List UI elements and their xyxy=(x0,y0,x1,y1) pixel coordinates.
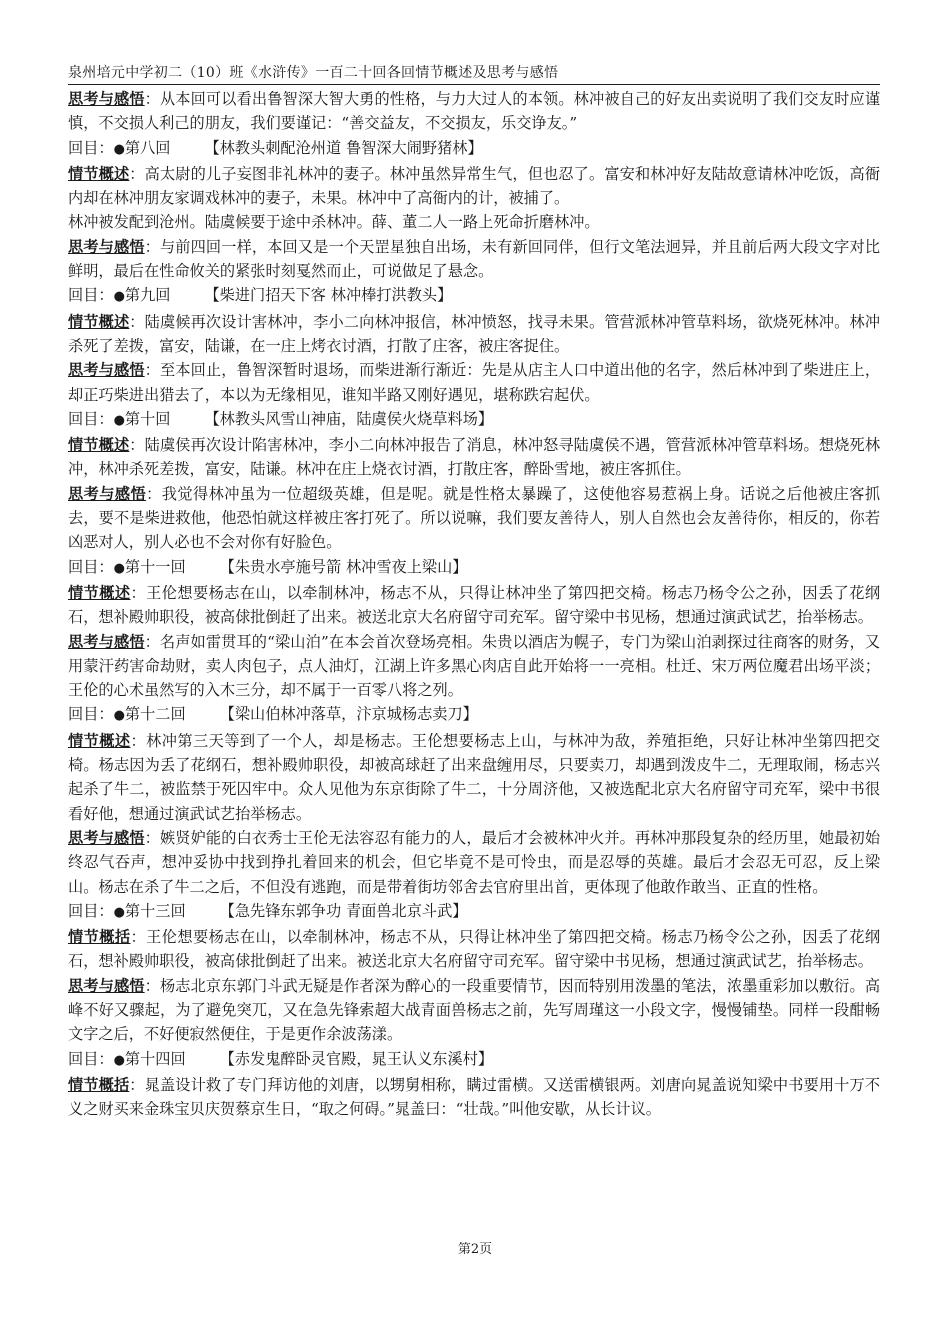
text-paragraph xyxy=(68,162,880,211)
chapter-number: 第十回 xyxy=(124,409,171,428)
section-label: 思考与感悟 xyxy=(68,976,145,995)
text-paragraph xyxy=(68,482,880,555)
chapter-heading xyxy=(68,899,880,925)
chapter-number: 第八回 xyxy=(124,138,171,157)
paragraph-text: 晁盖设计救了专门拜访他的刘唐，以甥舅相称，瞒过雷横。又送雷横银两。刘唐向晁盖说知梁中书要用十万不义之财买来金珠宝贝庆贺蔡京生日，“取之何碍。”晁盖曰：“壮哉。”叫他安歇，从长计议。 xyxy=(68,1075,881,1119)
chapter-prefix: 回目： xyxy=(68,901,114,920)
page-header: 泉州培元中学初二（10）班《水浒传》一百二十回各回情节概述及思考与感悟 xyxy=(68,62,880,85)
section-label: 情节概述 xyxy=(68,164,130,183)
label-colon: ： xyxy=(144,90,160,108)
section-label: 思考与感悟 xyxy=(68,484,147,503)
label-colon: ： xyxy=(144,976,160,995)
text-paragraph xyxy=(68,729,880,826)
bullet-icon: ● xyxy=(113,560,125,576)
text-paragraph xyxy=(68,87,880,136)
label-colon: ： xyxy=(144,632,160,651)
document-body xyxy=(68,87,880,1121)
paragraph-text: 从本回可以看出鲁智深大智大勇的性格，与力大过人的本领。林冲被自己的好友出卖说明了我们交友时应谨慎，不交损人利己的朋友，我们要谨记：“善交益友，不交损友，乐交诤友。” xyxy=(68,90,881,133)
chapter-prefix: 回目： xyxy=(68,409,114,428)
bullet-icon: ● xyxy=(113,412,125,428)
section-label: 情节概述 xyxy=(68,436,130,455)
paragraph-text: 与前四回一样，本回又是一个天罡星独自出场，未有新回同伴，但行文笔法迥异，并且前后两大段文字对比鲜明，最后在性命攸关的紧张时刻戛然而止，可说做足了悬念。 xyxy=(68,237,881,281)
label-colon: ： xyxy=(130,583,147,602)
label-colon: ： xyxy=(144,828,160,847)
chapter-number: 第十一回 xyxy=(124,557,186,576)
label-colon: ： xyxy=(144,237,160,256)
text-paragraph xyxy=(68,630,880,703)
chapter-prefix: 回目： xyxy=(68,1049,114,1068)
label-colon: ： xyxy=(130,928,147,947)
label-colon: ： xyxy=(129,164,145,183)
chapter-title: 【朱贵水亭施号箭 林冲雪夜上梁山】 xyxy=(219,557,468,576)
text-paragraph xyxy=(68,1073,880,1122)
bullet-icon: ● xyxy=(113,141,125,157)
text-paragraph xyxy=(68,433,880,482)
chapter-title: 【梁山伯林冲落草，汴京城杨志卖刀】 xyxy=(219,705,478,724)
text-paragraph xyxy=(68,826,880,899)
bullet-icon: ● xyxy=(113,289,125,305)
chapter-heading xyxy=(68,136,880,162)
chapter-prefix: 回目： xyxy=(68,286,114,305)
text-paragraph xyxy=(68,235,880,284)
paragraph-text: 林冲第三天等到了一个人，却是杨志。王伦想要杨志上山，与林冲为敌，养殖拒绝，只好让林冲坐第四把交椅。杨志因为丢了花纲石，想补殿帅职役，却被高球赶了出来盘缠用尽，只要卖刀，却遇到泼皮牛二，无理取闹，杨志兴起杀了牛二，被监禁于死囚牢中。众人见他为东京街除了牛二，十分周济他，又被选配北京大名府留守司充军，梁中书很看好他，想通过演武试艺抬举杨志。 xyxy=(68,731,881,823)
section-label: 情节概述 xyxy=(68,312,130,331)
label-colon: ： xyxy=(129,1075,145,1094)
chapter-number: 第十三回 xyxy=(124,901,186,920)
chapter-number: 第九回 xyxy=(124,286,171,305)
section-label: 思考与感悟 xyxy=(68,632,145,651)
text-paragraph xyxy=(68,925,880,974)
paragraph-text: 陆虞候再次设计害林冲，李小二向林冲报信，林冲愤怒，找寻未果。管营派林冲管草料场，欲烧死林冲。林冲杀死了差拨，富安，陆谦，在一庄上烤衣讨酒，打散了庄客，被庄客捉住。 xyxy=(68,312,881,355)
chapter-number: 第十四回 xyxy=(124,1049,186,1068)
chapter-title: 【急先锋东郭争功 青面兽北京斗武】 xyxy=(219,901,468,920)
label-colon: ： xyxy=(129,436,145,455)
paragraph-text: 杨志北京东郭门斗武无疑是作者深为醉心的一段重要情节，因而特别用泼墨的笔法，浓墨重彩加以敷衍。高峰不好又骤起，为了避免突兀，又在急先锋索超大战青面兽杨志之前，先写周瑾这一小段文字，慢慢铺垫。同样一段酣畅文字之后，不好便寂然便住，于是更作余波荡漾。 xyxy=(68,976,881,1044)
text-paragraph xyxy=(68,310,880,359)
paragraph-text: 我觉得林冲虽为一位超级英雄，但是呢。就是性格太暴躁了，这使他容易惹祸上身。话说之后他被庄客抓去，要不是柴进救他，他恐怕就这样被庄客打死了。所以说嘛，我们要友善待人，别人自然也会友善待你，相反的，你若凶恶对人，别人必也不会对你有好脸色。 xyxy=(68,484,881,552)
section-label: 情节概述 xyxy=(68,583,131,602)
section-label: 思考与感悟 xyxy=(68,361,145,380)
label-colon: ： xyxy=(129,312,145,331)
chapter-title: 【柴进门招天下客 林冲棒打洪教头】 xyxy=(204,286,453,305)
text-paragraph xyxy=(68,974,880,1047)
chapter-number: 第十二回 xyxy=(124,705,186,724)
chapter-heading xyxy=(68,407,880,433)
paragraph-text: 至本回止，鲁智深暂时退场，而柴进渐行渐近：先是从店主人口中道出他的名字，然后林冲到了柴进庄上，却正巧柴进出猎去了，本以为无缘相见，谁知半路又刚好遇见，堪称跌宕起伏。 xyxy=(68,361,881,404)
paragraph-text: 嫉贤妒能的白衣秀士王伦无法容忍有能力的人，最后才会被林冲火并。再林冲那段复杂的经历里，她最初始终忍气吞声，想冲妥协中找到挣扎着回来的机会，但它毕竟不是可怜虫，而是忍辱的英雄。最后才会忍无可忍，反上梁山。杨志在杀了牛二之后，不但没有逃跑，而是带着街坊邻舍去官府里出首，更体现了他敢作敢当、正直的性格。 xyxy=(68,828,881,896)
paragraph-text: 王伦想要杨志在山，以牵制林冲，杨志不从，只得让林冲坐了第四把交椅。杨志乃杨令公之孙，因丢了花纲石，想补殿帅职役，被高俅批倒赶了出来。被送北京大名府留守司充军。留守梁中书见杨，想通过演武试艺，抬举杨志。 xyxy=(68,928,881,971)
chapter-prefix: 回目： xyxy=(68,138,114,157)
section-label: 情节概述 xyxy=(68,731,131,750)
paragraph-text: 高太尉的儿子妄图非礼林冲的妻子。林冲虽然异常生气，但也忍了。富安和林冲好友陆故意请林冲吃饭，高衙内却在林冲朋友家调戏林冲的妻子，未果。林冲中了高衙内的计，被捕了。 xyxy=(68,164,881,208)
paragraph-text: 林冲被发配到沧州。陆虞候要于途中杀林冲。薛、董二人一路上死命折磨林冲。 xyxy=(68,213,600,232)
label-colon: ： xyxy=(146,484,162,503)
page-number: 第2页 xyxy=(457,1242,493,1257)
paragraph-text: 陆虞侯再次设计陷害林冲，李小二向林冲报告了消息，林冲怒寻陆虞侯不遇，管营派林冲管草料场。想烧死林冲，林冲杀死差拨，富安，陆谦。林冲在庄上烧衣讨酒，打散庄客，醉卧雪地，被庄客抓住。 xyxy=(68,436,881,479)
section-label: 情节概括 xyxy=(68,1075,130,1094)
chapter-prefix: 回目： xyxy=(68,705,114,724)
paragraph-text: 名声如雷贯耳的“梁山泊”在本会首次登场亮相。朱贵以酒店为幌子，专门为梁山泊剥探过往商客的财务，又用蒙汗药害命劫财，卖人肉包子，点人油灯，江湖上许多黑心肉店自此开始将一一亮相。杜迁、宋万两位魔君出场平淡；王伦的心术虽然写的入木三分，却不属于一百零八将之列。 xyxy=(68,632,881,700)
chapter-title: 【林教头风雪山神庙，陆虞侯火烧草料场】 xyxy=(204,409,494,428)
chapter-prefix: 回目： xyxy=(68,557,114,576)
label-colon: ： xyxy=(144,361,160,380)
bullet-icon: ● xyxy=(113,904,125,920)
chapter-heading xyxy=(68,702,880,728)
chapter-heading xyxy=(68,1047,880,1073)
section-label: 思考与感悟 xyxy=(68,828,145,847)
label-colon: ： xyxy=(130,731,147,750)
document-page xyxy=(68,62,880,1121)
chapter-heading xyxy=(68,555,880,581)
chapter-title: 【赤发鬼醉卧灵官殿，晁王认义东溪村】 xyxy=(219,1049,494,1068)
section-label: 思考与感悟 xyxy=(68,90,145,108)
chapter-heading xyxy=(68,283,880,309)
bullet-icon: ● xyxy=(113,1052,125,1068)
section-label: 思考与感悟 xyxy=(68,237,145,256)
text-paragraph xyxy=(68,210,880,234)
section-label: 情节概括 xyxy=(68,928,131,947)
chapter-title: 【林教头刺配沧州道 鲁智深大闹野猪林】 xyxy=(204,138,483,157)
text-paragraph xyxy=(68,581,880,630)
bullet-icon: ● xyxy=(113,708,125,724)
text-paragraph xyxy=(68,358,880,407)
paragraph-text: 王伦想要杨志在山，以牵制林冲，杨志不从，只得让林冲坐了第四把交椅。杨志乃杨令公之孙，因丢了花纲石，想补殿帅职役，被高俅批倒赶了出来。被送北京大名府留守司充军。留守梁中书见杨，想通过演武试艺，抬举杨志。 xyxy=(68,583,881,627)
